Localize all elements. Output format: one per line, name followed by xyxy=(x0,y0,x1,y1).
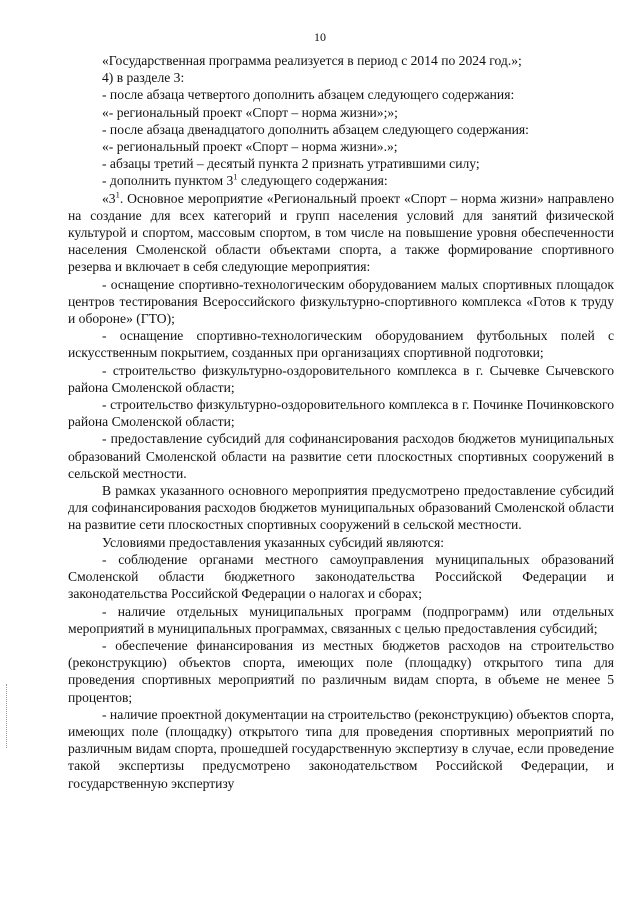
list-item: - предоставление субсидий для софинансирования расходов бюджетов муниципальных образований Смоленской области на развитие сети плоскостных спортивных сооружений в сельской местности. xyxy=(68,431,614,481)
paragraph-conditions: Условиями предоставления указанных субсидий являются: xyxy=(102,534,444,550)
list-item: - оснащение спортивно-технологическим оборудованием футбольных полей с искусственным покрытием, созданных при организациях спортивной подготовки; xyxy=(68,328,614,361)
list-item: - наличие проектной документации на строительство (реконструкцию) объектов спорта, имеющих поле (площадку) открытого типа для проведения спортивных мероприятий по различным видам спорта, прошедшей государственную экспертизу в случае, если проведение такой экспертизы предусмотрено законодательством Российской Федерации, и государственную экспертизу xyxy=(68,706,614,791)
paragraph-section-3: 4) в разделе 3: xyxy=(102,70,185,86)
margin-mark xyxy=(6,684,9,748)
text-fragment: «3 xyxy=(102,190,116,206)
list-item: - строительство физкультурно-оздоровительного комплекса в г. Сычевке Сычевского района Смоленской области; xyxy=(68,362,614,395)
superscript: 1 xyxy=(115,189,120,200)
paragraph-regional-project-2: «- региональный проект «Спорт – норма жизни».»; xyxy=(102,139,398,155)
paragraph-after-twelfth: - после абзаца двенадцатого дополнить абзацем следующего содержания: xyxy=(102,121,529,137)
paragraph-subsidies: В рамках указанного основного мероприятия предусмотрено предоставление субсидий для софинансирования расходов бюджетов муниципальных образований Смоленской области на развитие сети плоскостных спортивных сооружений в сельской местности. xyxy=(68,483,614,533)
text-fragment: . Основное мероприятие «Региональный проект «Спорт – норма жизни» направлено на создание для всех категорий и групп населения условий для занятий физической культурой и спортом, массовым спортом, в том числе на повышение уровня обеспеченности населения Смоленской области объектами спорта, а также формирование спортивного резерва и включает в себя следующие мероприятия: xyxy=(68,190,614,275)
text-fragment: - дополнить пунктом 3 xyxy=(102,173,234,189)
paragraph-regional-project-1: «- региональный проект «Спорт – норма жизни»;»; xyxy=(102,104,398,120)
superscript: 1 xyxy=(233,171,238,182)
list-item: - оснащение спортивно-технологическим оборудованием малых спортивных площадок центров тестирования Всероссийского физкультурно-спортивного комплекса «Готов к труду и обороне» (ГТО); xyxy=(68,276,614,327)
paragraph-main-activity xyxy=(68,190,614,276)
text-fragment: следующего содержания: xyxy=(237,173,388,189)
document-body xyxy=(68,52,614,792)
list-item: - строительство физкультурно-оздоровительного комплекса в г. Починке Починковского района Смоленской области; xyxy=(68,397,614,430)
list-item: - наличие отдельных муниципальных программ (подпрограмм) или отдельных мероприятий в муниципальных программах, связанных с целью предоставления субсидий; xyxy=(68,603,614,636)
paragraph-add-point xyxy=(68,172,614,189)
page-number: 10 xyxy=(314,30,326,44)
list-item: - обеспечение финансирования из местных бюджетов расходов на строительство (реконструкцию) объектов спорта, имеющих поле (площадку) открытого типа для проведения спортивных мероприятий по различным видам спорта, в объеме не менее 5 процентов; xyxy=(68,637,614,705)
paragraph-void-clauses: - абзацы третий – десятый пункта 2 признать утратившими силу; xyxy=(102,156,480,172)
list-item: - соблюдение органами местного самоуправления муниципальных образований Смоленской области бюджетного законодательства Российской Федерации и законодательства Российской Федерации о налогах и сборах; xyxy=(68,551,614,602)
paragraph-program-period: «Государственная программа реализуется в период с 2014 по 2024 год.»; xyxy=(102,53,522,68)
paragraph-after-fourth: - после абзаца четвертого дополнить абзацем следующего содержания: xyxy=(102,87,515,103)
